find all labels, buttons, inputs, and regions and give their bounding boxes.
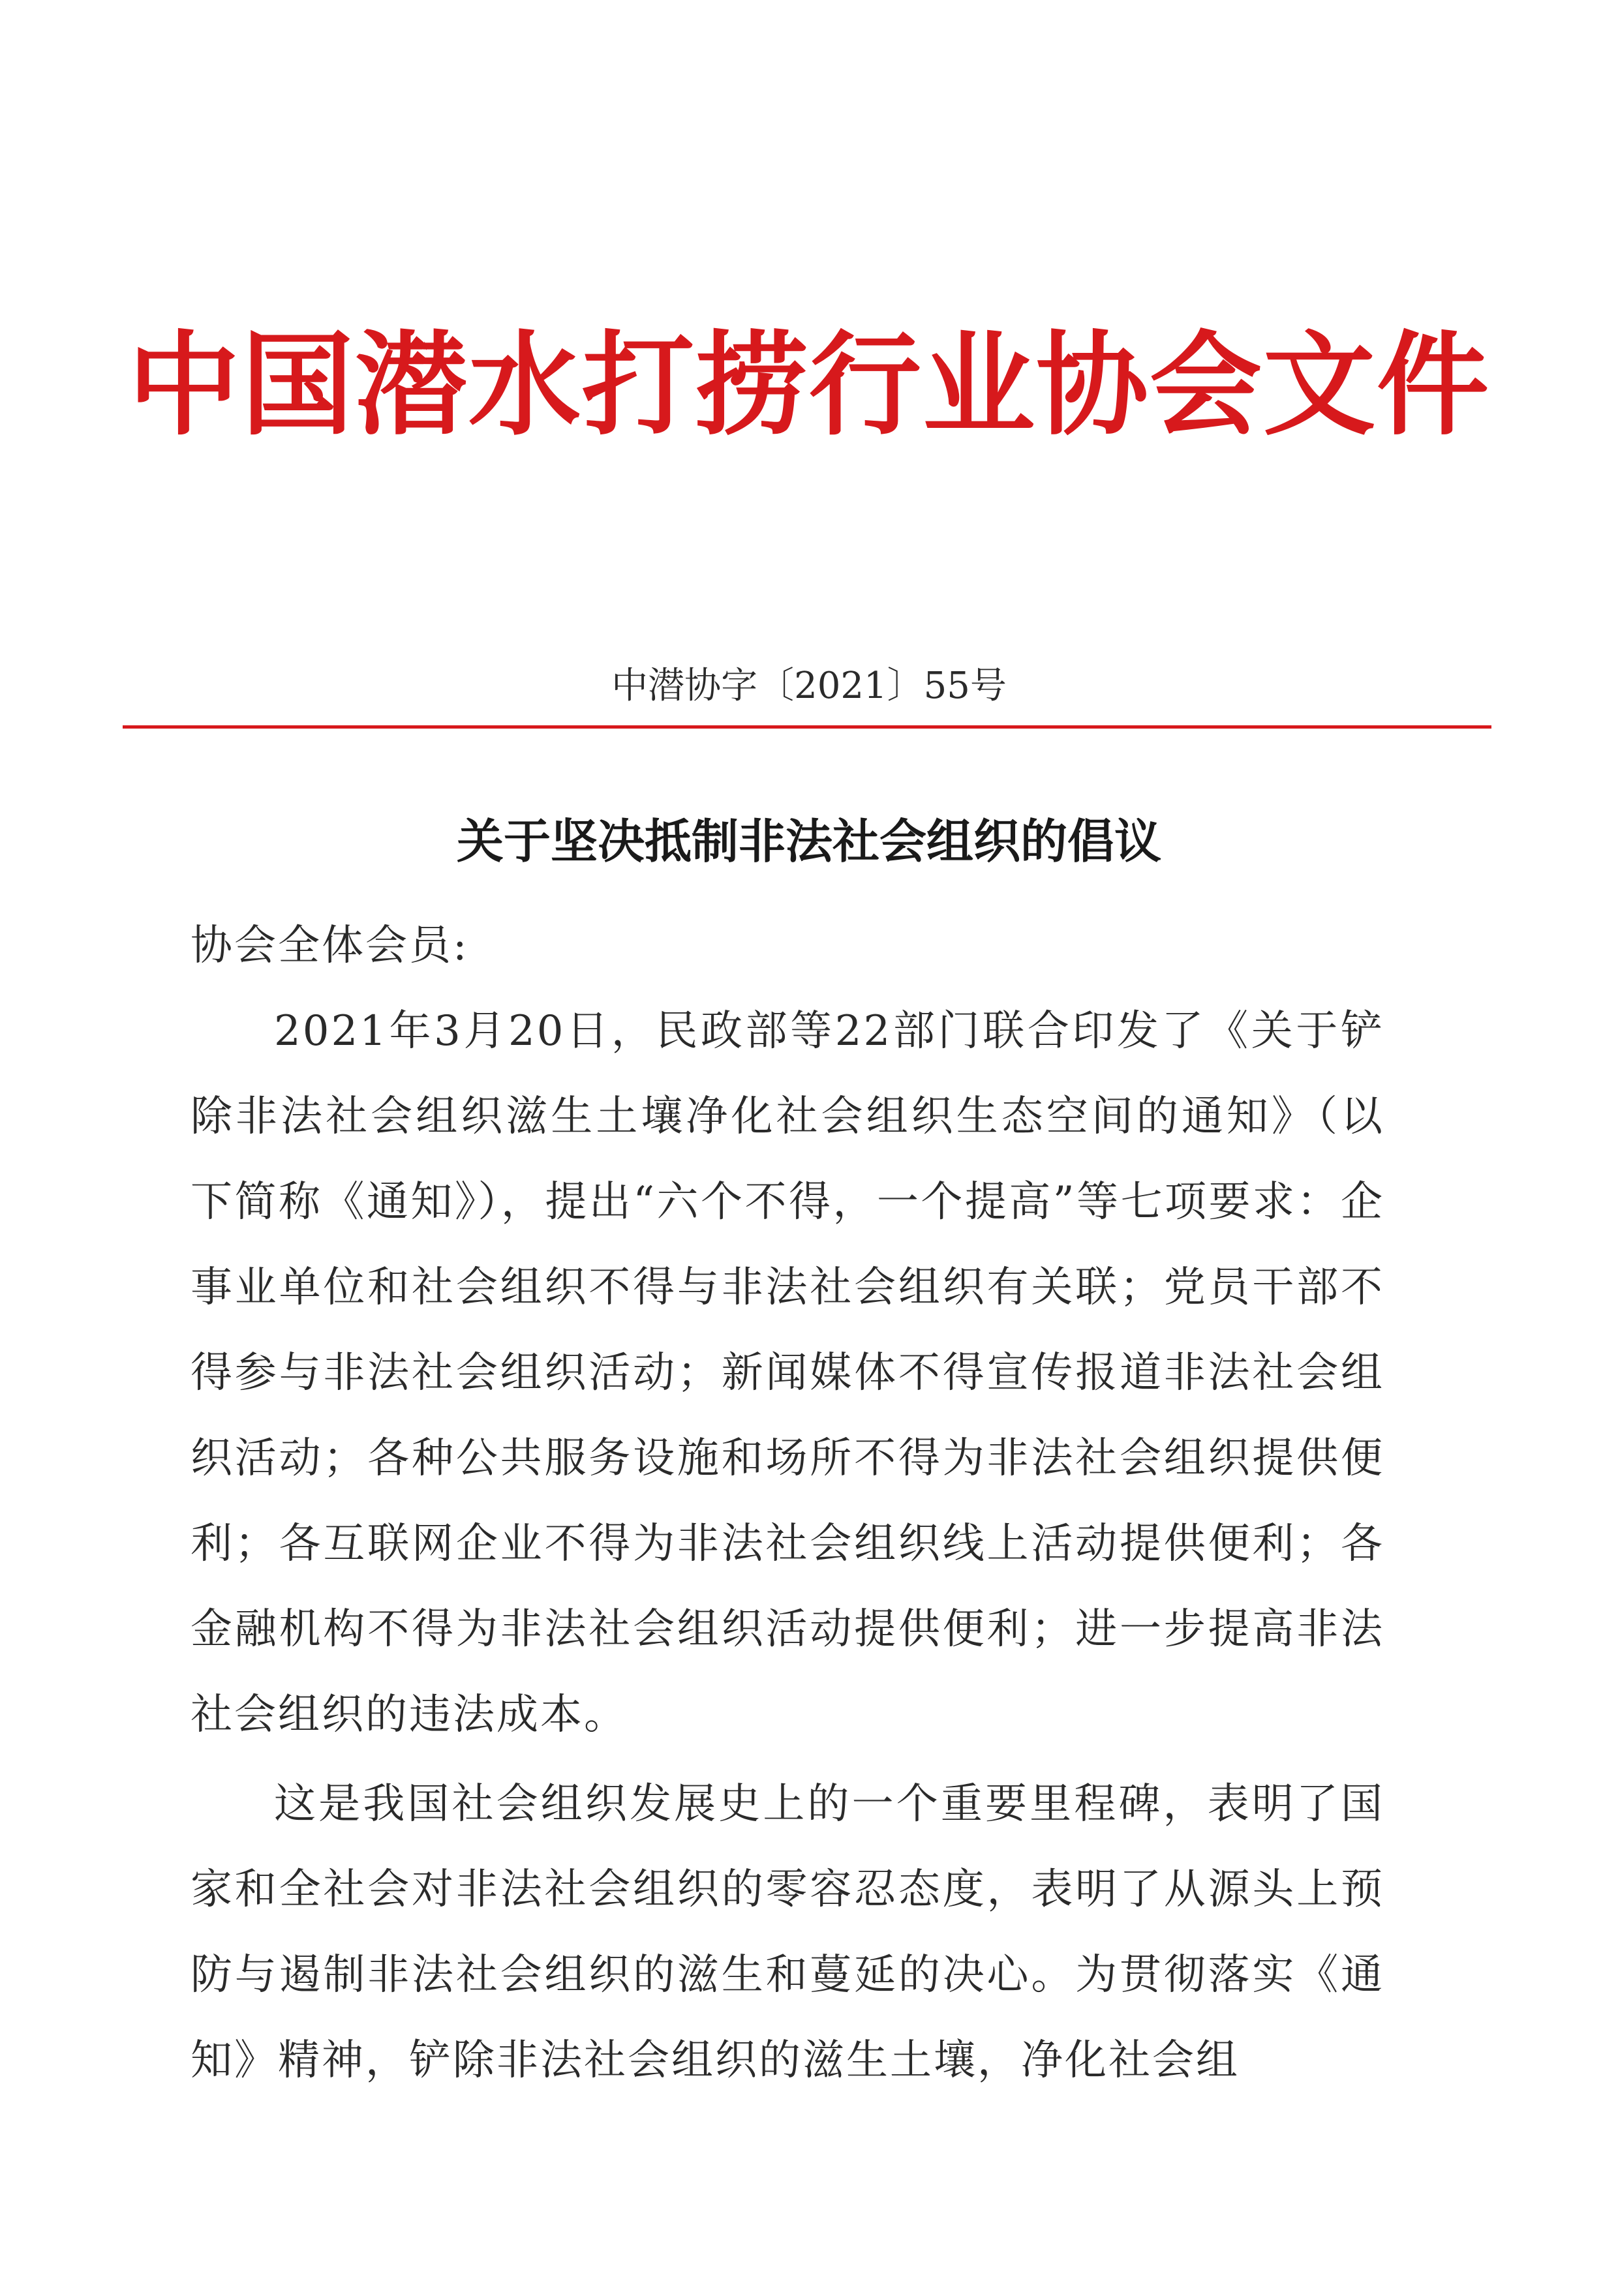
document-title: 关于坚决抵制非法社会组织的倡议 xyxy=(456,814,1161,869)
salutation: 协会全体会员: xyxy=(191,922,469,970)
masthead-title: 中国潜水打捞行业协会文件 xyxy=(128,318,1490,451)
body-paragraph-1: 2021年3月20日，民政部等22部门联合印发了《关于铲除非法社会组织滋生土壤净化社会组织生态空间的通知》（以下简称《通知》），提出“六个不得，一个提高”等七项要求：企事业单位和社会组织不得与非法社会组织有关联；党员干部不得参与非法社会组织活动；新闻媒体不得宣传报道非法社会组织活动；各种公共服务设施和场所不得为非法社会组织提供便利；各互联网企业不得为非法社会组织线上活动提供便利；各金融机构不得为非法社会组织活动提供便利；进一步提高非法社会组织的违法成本。 xyxy=(191,1007,1384,1739)
document-body xyxy=(191,903,1384,2104)
document-number: 中潜协字〔2021〕55号 xyxy=(611,665,1007,707)
body-paragraph-2: 这是我国社会组织发展史上的一个重要里程碑，表明了国家和全社会对非法社会组织的零容忍态度，表明了从源头上预防与遏制非法社会组织的滋生和蔓延的决心。为贯彻落实《通知》精神，铲除非法社会组织的滋生土壤，净化社会组 xyxy=(191,1780,1384,2085)
red-divider-line xyxy=(123,725,1491,729)
